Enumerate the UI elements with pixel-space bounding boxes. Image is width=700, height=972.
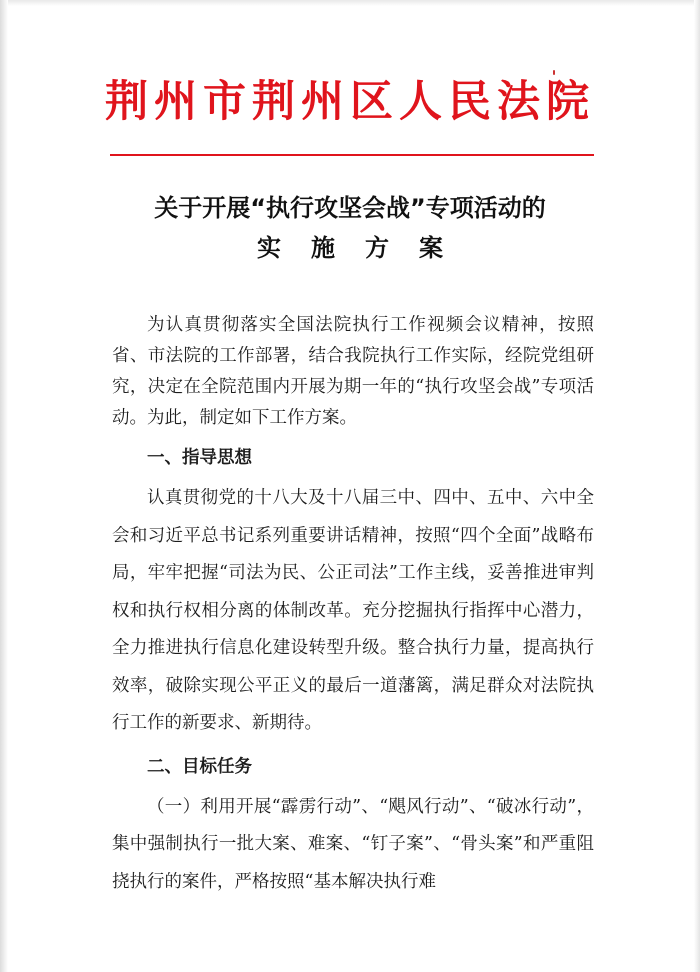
goals-tasks-item-1: （一）利用开展“霹雳行动”、“飓风行动”、“破冰行动”，集中强制执行一批大案、难案、“钉子案”、“骨头案”和严重阻挠执行的案件，严格按照“基本解决执行难 <box>112 796 594 892</box>
title-line-2: 实施方案 <box>257 233 473 262</box>
scan-edge-right <box>694 0 700 972</box>
scan-edge-left <box>0 0 8 972</box>
title-line-1: 关于开展“执行攻坚会战”专项活动的 <box>154 194 546 222</box>
document-header-organization: 荆州市荆州区人民法院 <box>105 77 595 127</box>
intro-paragraph: 为认真贯彻落实全国法院执行工作视频会议精神，按照省、市法院的工作部署，结合我院执行工作实际，经院党组研究，决定在全院范围内开展为期一年的“执行攻坚会战”专项活动。为此，制定如下工作方案。 <box>112 315 594 428</box>
guiding-ideology-paragraph: 认真贯彻党的十八大及十八届三中、四中、五中、六中全会和习近平总书记系列重要讲话精神，按照“四个全面”战略布局，牢牢把握“司法为民、公正司法”工作主线，妥善推进审判权和执行权相分离的体制改革。充分挖掘执行指挥中心潜力，全力推进执行信息化建设转型升级。整合执行力量，提高执行效率，破除实现公平正义的最后一道藩篱，满足群众对法院执行工作的新要求、新期待。 <box>112 488 594 733</box>
document-body <box>112 310 594 901</box>
scan-edge-top <box>0 0 700 6</box>
header-red-rule <box>110 154 594 156</box>
section-heading-guiding-ideology: 一、指导思想 <box>147 448 252 468</box>
document-title <box>0 188 700 268</box>
section-heading-goals-tasks: 二、目标任务 <box>147 756 252 777</box>
